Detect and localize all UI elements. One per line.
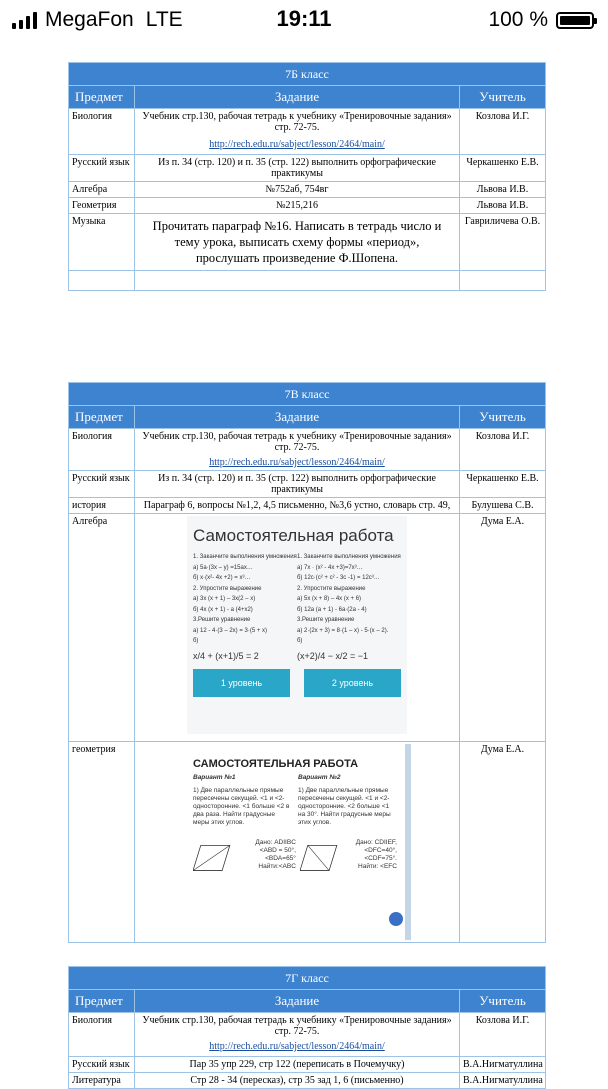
teacher-cell: Козлова И.Г.: [460, 109, 546, 155]
schedule-table-7b: [68, 62, 546, 291]
task-text: Прочитать параграф №16. Написать в тетрадь число и тему урока, выписать схему формы «период», прослушать произведение Ф.Шопена.: [152, 219, 442, 265]
given-2: Дано: CDIIEF, <DFC=40°, <CDF=75°. Найти: <EFC: [355, 839, 397, 870]
subject-cell: геометрия: [69, 742, 135, 943]
equation-1: x/4 + (x+1)/5 = 2: [193, 650, 259, 661]
header-subject: Предмет: [69, 406, 135, 429]
teacher-cell: Дума Е.А.: [460, 742, 546, 943]
worksheet-title: Самостоятельная работа: [193, 526, 394, 545]
table-row: [69, 498, 546, 514]
lesson-link[interactable]: http://rech.edu.ru/sabject/lesson/2464/main/: [209, 139, 385, 150]
teacher-cell: Козлова И.Г.: [460, 1013, 546, 1057]
task-cell: [135, 429, 460, 471]
task-cell: Параграф 6, вопросы №1,2, 4,5 письменно, №3,6 устно, словарь стр. 49,: [135, 498, 460, 514]
empty-cell: [135, 271, 460, 291]
worksheet-title: САМОСТОЯТЕЛЬНАЯ РАБОТА: [193, 758, 359, 770]
subject-cell: история: [69, 498, 135, 514]
teacher-cell: Дума Е.А.: [460, 514, 546, 742]
empty-cell: [69, 271, 135, 291]
header-task: Задание: [135, 990, 460, 1013]
task-cell: №752аб, 754вг: [135, 182, 460, 198]
subject-cell: Биология: [69, 1013, 135, 1057]
table-row: [69, 182, 546, 198]
battery-percent: 100 %: [488, 8, 548, 31]
header-teacher: Учитель: [460, 86, 546, 109]
header-teacher: Учитель: [460, 406, 546, 429]
network-type: LTE: [145, 8, 183, 31]
task-cell: Пар 35 упр 229, стр 122 (переписать в Почемучку): [135, 1057, 460, 1073]
subject-cell: Биология: [69, 429, 135, 471]
clock: 19:11: [276, 6, 332, 31]
subject-cell: Алгебра: [69, 514, 135, 742]
teacher-cell: Булушева С.В.: [460, 498, 546, 514]
table-row: [69, 271, 546, 291]
header-subject: Предмет: [69, 86, 135, 109]
parallelogram-diagram-2: [300, 839, 339, 875]
table-row: [69, 214, 546, 271]
teacher-cell: В.А.Нигматуллина: [460, 1057, 546, 1073]
teacher-cell: В.А.Нигматуллина: [460, 1073, 546, 1089]
equation-2: (x+2)/4 − x/2 = −1: [297, 650, 369, 661]
table-row: [69, 1057, 546, 1073]
subject-cell: Русский язык: [69, 1057, 135, 1073]
level-1-button: 1 уровень: [193, 669, 290, 697]
table-row: [69, 471, 546, 498]
subject-cell: Русский язык: [69, 471, 135, 498]
teacher-cell: Козлова И.Г.: [460, 429, 546, 471]
subject-cell: Русский язык: [69, 155, 135, 182]
class-title: 7Б класс: [69, 63, 546, 86]
task-cell: [135, 214, 460, 271]
task-cell: Из п. 34 (стр. 120) и п. 35 (стр. 122) выполнить орфографические практикумы: [135, 155, 460, 182]
empty-cell: [460, 271, 546, 291]
teacher-cell: Львова И.В.: [460, 198, 546, 214]
task-text: Учебник стр.130, рабочая тетрадь к учебнику «Тренировочные задания» стр. 72-75.: [142, 1015, 452, 1037]
worksheet-image-geometry: [183, 744, 411, 940]
table-row: [69, 429, 546, 471]
variant-2: Вариант №2 1) Две параллельные прямые пересечены секущей. <1 и <2- односторонние. <2 больше <1 на 30°. Найти градусные меры этих углов.: [298, 774, 391, 826]
header-teacher: Учитель: [460, 990, 546, 1013]
table-row: [69, 514, 546, 742]
subject-cell: Музыка: [69, 214, 135, 271]
lesson-link[interactable]: http://rech.edu.ru/sabject/lesson/2464/main/: [209, 457, 385, 468]
table-row: [69, 109, 546, 155]
subject-cell: Геометрия: [69, 198, 135, 214]
given-1: Дано: ADIIBC <ABD = 50°, <BDA=65° Найти:<ABC: [255, 839, 296, 870]
task-cell: [135, 1013, 460, 1057]
status-right: [488, 8, 594, 32]
header-task: Задание: [135, 86, 460, 109]
task-text: Учебник стр.130, рабочая тетрадь к учебнику «Тренировочные задания» стр. 72-75.: [142, 431, 452, 453]
task-cell: [135, 514, 460, 742]
table-row: [69, 1073, 546, 1089]
teacher-cell: Черкашенко Е.В.: [460, 471, 546, 498]
battery-icon: [556, 12, 594, 29]
schedule-table-7g: [68, 966, 546, 1089]
task-cell: Стр 28 - 34 (пересказ), стр 35 зад 1, 6 (письменно): [135, 1073, 460, 1089]
worksheet-col-1: 1. Заканчите выполнения умножения а) 5а·(3х – у) =15ах… б) х·(х²- 4х +2) = х³… 2. Упростите выражение а) 3х (х + 1) – 3х(2 – х) б) 4х (х + 1) - а (4+х2) 3.Решите уравнение а) 12 - 4·(3 – 2х) = 3·(5 + х) б) x/4 + (x+1)/5 = 2: [193, 554, 297, 661]
teacher-cell: Львова И.В.: [460, 182, 546, 198]
parallelogram-diagram-1: [193, 839, 232, 875]
circle-icon: [389, 912, 403, 926]
class-title: 7Г класс: [69, 967, 546, 990]
class-title: 7В класс: [69, 383, 546, 406]
carrier: MegaFon: [45, 8, 134, 31]
teacher-cell: Гавриличева О.В.: [460, 214, 546, 271]
worksheet-image-algebra: [187, 516, 407, 734]
lesson-link[interactable]: http://rech.edu.ru/sabject/lesson/2464/main/: [209, 1041, 385, 1052]
table-row: [69, 198, 546, 214]
status-bar: [0, 0, 608, 40]
table-row: [69, 1013, 546, 1057]
level-2-button: 2 уровень: [304, 669, 401, 697]
worksheet-col-2: 1. Заканчите выполнения умножения а) 7х · (х² - 4х +3)=7х³… б) 12с·(с² + с² - 3с -1) = 12с³… 2. Упростите выражение а) 5х (х + 8) – 4х (х + 6) б) 12а (а + 1) - 6а·(2а - 4) 3.Решите уравнение а) 2·(2х + 3) = 8·(1 – х) - 5·(х – 2). б) (x+2)/4 − x/2 = −1: [297, 554, 401, 661]
header-task: Задание: [135, 406, 460, 429]
variant-1: Вариант №1 1) Две параллельные прямые пересечены секущей. <1 и <2- односторонние. <1 больше <2 в два раза. Найти градусные меры этих углов.: [193, 774, 290, 826]
table-row: [69, 155, 546, 182]
table-row: [69, 742, 546, 943]
teacher-cell: Черкашенко Е.В.: [460, 155, 546, 182]
task-cell: [135, 742, 460, 943]
schedule-table-7v: [68, 382, 546, 943]
task-text: Учебник стр.130, рабочая тетрадь к учебнику «Тренировочные задания» стр. 72-75.: [142, 111, 452, 133]
subject-cell: Литература: [69, 1073, 135, 1089]
subject-cell: Биология: [69, 109, 135, 155]
task-cell: [135, 109, 460, 155]
header-subject: Предмет: [69, 990, 135, 1013]
task-cell: №215,216: [135, 198, 460, 214]
subject-cell: Алгебра: [69, 182, 135, 198]
task-cell: Из п. 34 (стр. 120) и п. 35 (стр. 122) выполнить орфографические практикумы: [135, 471, 460, 498]
